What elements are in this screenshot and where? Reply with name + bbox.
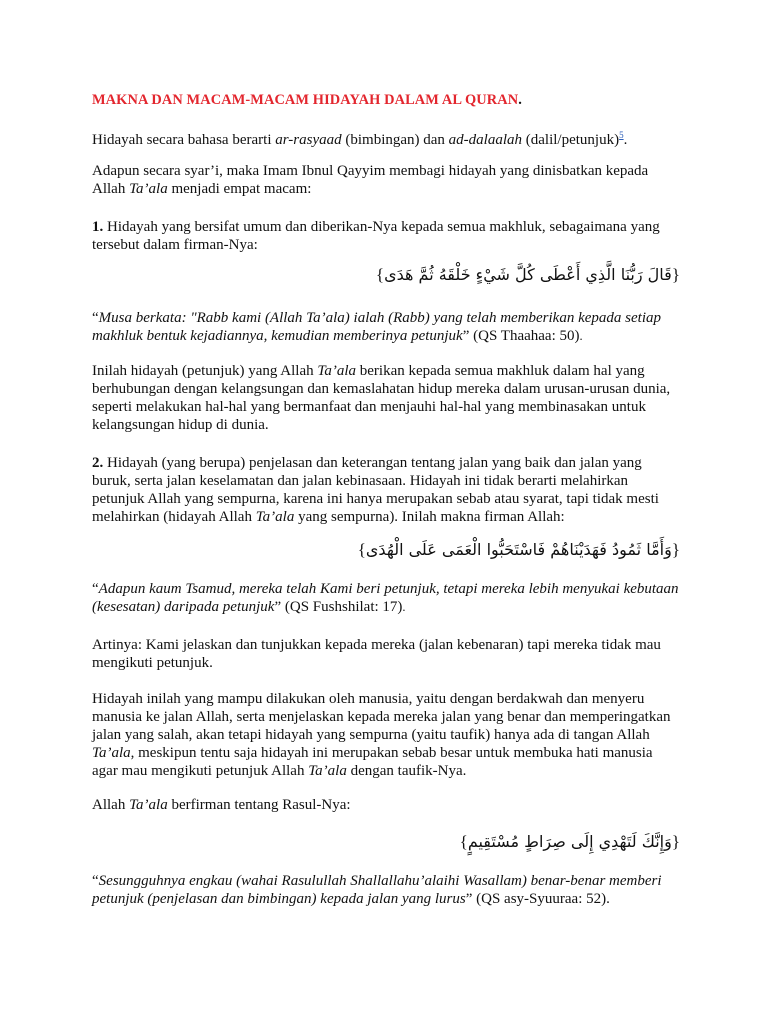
- translation-thaahaa: “Musa berkata: "Rabb kami (Allah Ta’ala) ialah (Rabb) yang telah memberikan kepada setiap makhluk bentuk kejadiannya, kemudian memberinya petunjuk” (QS Thaahaa: 50).: [92, 310, 661, 344]
- footnote-link[interactable]: 5: [619, 130, 624, 140]
- paragraph-syari: Adapun secara syar’i, maka Imam Ibnul Qayyim membagi hidayah yang dinisbatkan kepada Allah Ta’ala menjadi empat macam:: [92, 163, 649, 197]
- paragraph-explanation-1: Inilah hidayah (petunjuk) yang Allah Ta’ala berikan kepada semua makhluk dalam hal yang berhubungan dengan kelangsungan dan kemaslahatan hidup mereka dalam urusan-urusan dunia, seperti melakukan hal-hal yang bermanfaat dan menjauhi hal-hal yang membinasakan untuk kelangsungan hidup di dunia.: [92, 363, 671, 433]
- translation-asy-syuuraa: “Sesungguhnya engkau (wahai Rasulullah Shallallahu’alaihi Wasallam) benar-benar memberi petunjuk (penjelasan dan bimbingan) kepada jalan yang lurus” (QS asy-Syuuraa: 52).: [92, 873, 662, 907]
- document-title: MAKNA DAN MACAM-MACAM HIDAYAH DALAM AL QURAN.: [92, 92, 522, 108]
- paragraph-point-2: 2. Hidayah (yang berupa) penjelasan dan keterangan tentang jalan yang baik dan jalan yang buruk, serta jalan keselamatan dan jalan kebinasaan. Hidayah ini tidak berarti melahirkan petunjuk Allah yang sempurna, karena ini hanya merupakan sebab atau syarat, tapi tidak mesti melahirkan (hidayah Allah Ta’ala yang sempurna). Inilah makna firman Allah:: [92, 455, 659, 525]
- paragraph-definition: Hidayah secara bahasa berarti ar-rasyaad (bimbingan) dan ad-dalaalah (dalil/petunjuk)$^5$.: [92, 130, 628, 148]
- paragraph-meaning: Artinya: Kami jelaskan dan tunjukkan kepada mereka (jalan kebenaran) tapi mereka tidak mau mengikuti petunjuk.: [92, 637, 661, 671]
- paragraph-point-1: 1. Hidayah yang bersifat umum dan diberikan-Nya kepada semua makhluk, sebagaimana yang tersebut dalam firman-Nya:: [92, 219, 660, 253]
- quran-verse-asy-syuuraa: {وَإِنَّكَ لَتَهْدِي إِلَى صِرَاطٍ مُسْتَقِيمٍ}: [459, 832, 680, 851]
- quran-verse-thaahaa: {قَالَ رَبُّنَا الَّذِي أَعْطَى كُلَّ شَيْءٍ خَلْقَهُ ثُمَّ هَدَى}: [375, 265, 680, 284]
- paragraph-rasul: Allah Ta’ala berfirman tentang Rasul-Nya:: [92, 797, 351, 813]
- title-period: .: [518, 92, 522, 108]
- quran-verse-fushshilat: {وَأَمَّا ثَمُودُ فَهَدَيْنَاهُمْ فَاسْتَحَبُّوا الْعَمَى عَلَى الْهُدَى}: [357, 540, 680, 559]
- translation-fushshilat: “Adapun kaum Tsamud, mereka telah Kami beri petunjuk, tetapi mereka lebih menyukai kebutaan (kesesatan) daripada petunjuk” (QS Fushshilat: 17).: [92, 581, 679, 615]
- paragraph-dakwah: Hidayah inilah yang mampu dilakukan oleh manusia, yaitu dengan berdakwah dan menyeru manusia ke jalan Allah, serta menjelaskan kepada mereka jalan yang benar dan memperingatkan jalan yang salah, akan tetapi hidayah yang sempurna (yaitu taufik) hanya ada di tangan Allah Ta’ala, meskipun tentu saja hidayah ini merupakan sebab besar untuk membuka hati manusia agar mau mengikuti petunjuk Allah Ta’ala dengan taufik-Nya.: [92, 691, 671, 779]
